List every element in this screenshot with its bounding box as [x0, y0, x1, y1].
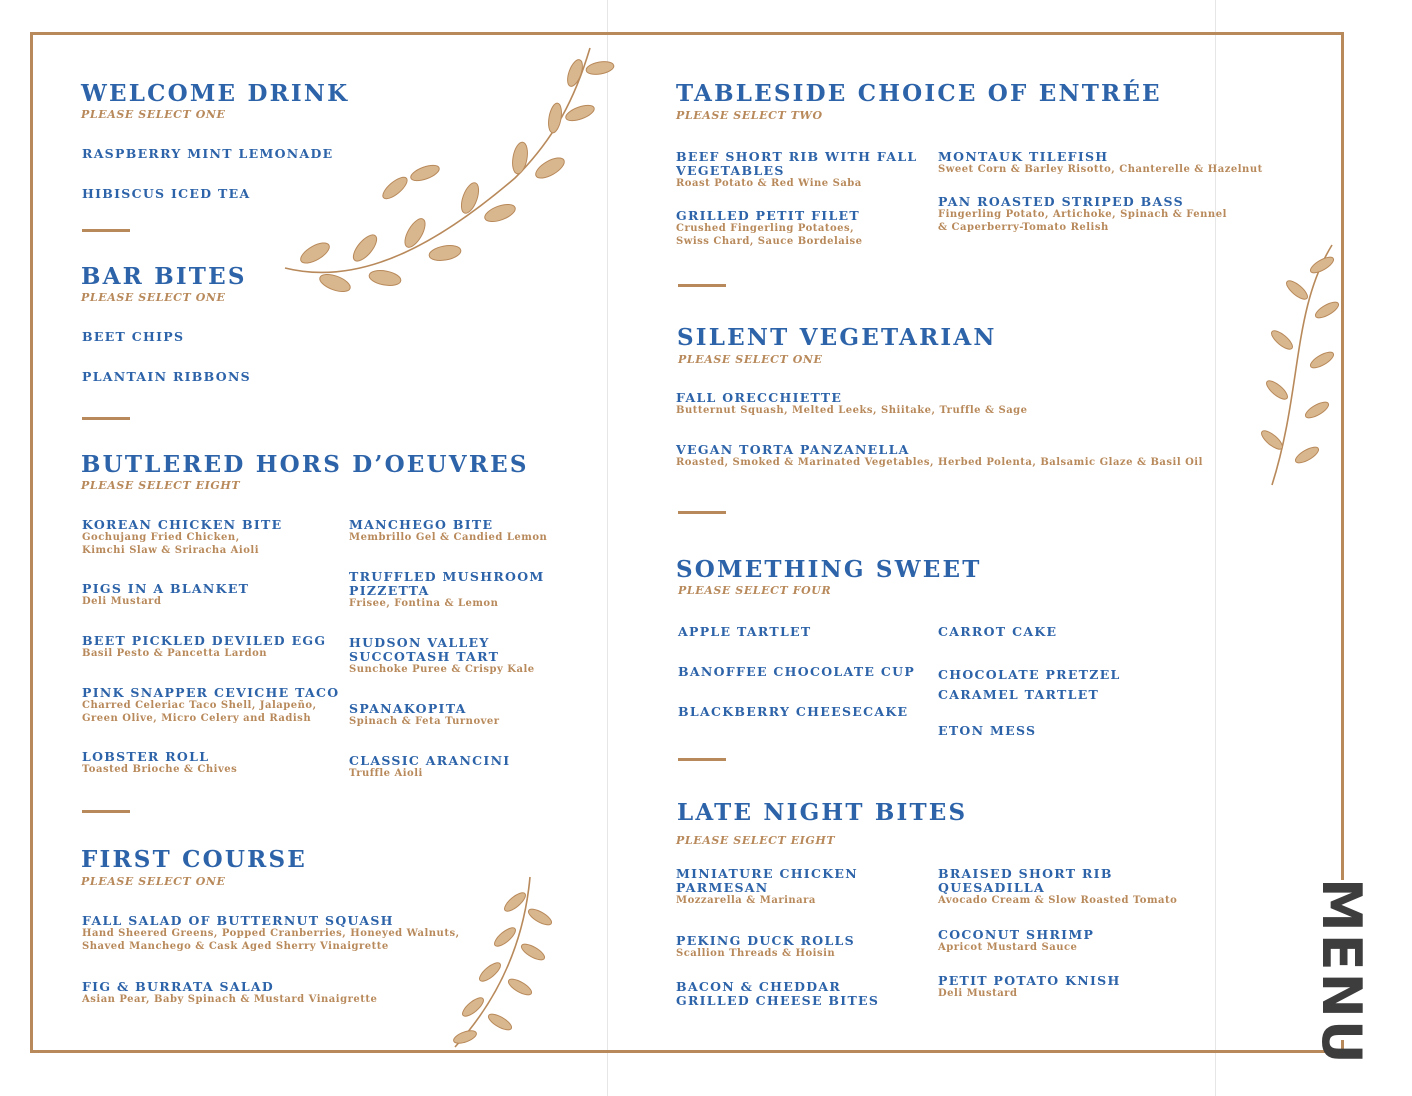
section-title-first-course: FIRST COURSE — [81, 846, 307, 873]
menu-item: SPANAKOPITA Spinach & Feta Turnover — [349, 701, 500, 727]
menu-item: BLACKBERRY CHEESECAKE — [678, 704, 909, 719]
section-subtitle-vegetarian: PLEASE SELECT ONE — [678, 353, 823, 366]
menu-item: MINIATURE CHICKEN PARMESAN Mozzarella & Marinara — [676, 866, 858, 906]
section-divider — [678, 758, 726, 761]
menu-item: MONTAUK TILEFISH Sweet Corn & Barley Risotto, Chanterelle & Hazelnut — [938, 149, 1263, 175]
section-title-hors-doeuvres: BUTLERED HORS D’OEUVRES — [81, 451, 529, 478]
section-title-bar-bites: BAR BITES — [81, 263, 247, 290]
section-title-welcome-drink: WELCOME DRINK — [81, 80, 350, 107]
menu-item: COCONUT SHRIMP Apricot Mustard Sauce — [938, 927, 1095, 953]
menu-item: BANOFFEE CHOCOLATE CUP — [678, 664, 916, 679]
section-title-entree: TABLESIDE CHOICE OF ENTRÉE — [676, 80, 1162, 107]
section-divider — [678, 511, 726, 514]
menu-item: FIG & BURRATA SALAD Asian Pear, Baby Spinach & Mustard Vinaigrette — [82, 979, 378, 1005]
menu-item: PIGS IN A BLANKET Deli Mustard — [82, 581, 250, 607]
menu-item: HIBISCUS ICED TEA — [82, 186, 251, 201]
menu-item: FALL SALAD OF BUTTERNUT SQUASH Hand Sheered Greens, Popped Cranberries, Honeyed Walnuts, Shaved Manchego & Cask Aged Sherry Vinaigrette — [82, 913, 460, 952]
menu-item: CLASSIC ARANCINI Truffle Aioli — [349, 753, 511, 779]
menu-item: BEEF SHORT RIB WITH FALL VEGETABLES Roast Potato & Red Wine Saba — [676, 149, 918, 189]
section-divider — [82, 229, 130, 232]
menu-item: PINK SNAPPER CEVICHE TACO Charred Celeriac Taco Shell, Jalapeño, Green Olive, Micro Celery and Radish — [82, 685, 340, 724]
section-title-late-night-bites: LATE NIGHT BITES — [677, 799, 968, 826]
menu-vertical-title: MENU — [1310, 878, 1373, 1066]
section-divider — [82, 810, 130, 813]
menu-item: FALL ORECCHIETTE Butternut Squash, Melted Leeks, Shiitake, Truffle & Sage — [676, 390, 1028, 416]
section-subtitle-something-sweet: PLEASE SELECT FOUR — [678, 584, 832, 597]
menu-item: RASPBERRY MINT LEMONADE — [82, 146, 334, 161]
menu-item: CARROT CAKE — [938, 624, 1058, 639]
section-title-something-sweet: SOMETHING SWEET — [676, 556, 982, 583]
section-subtitle-hors-doeuvres: PLEASE SELECT EIGHT — [81, 479, 241, 492]
section-divider — [82, 417, 130, 420]
menu-item: BRAISED SHORT RIB QUESADILLA Avocado Cream & Slow Roasted Tomato — [938, 866, 1178, 906]
section-subtitle-bar-bites: PLEASE SELECT ONE — [81, 291, 226, 304]
menu-item: PLANTAIN RIBBONS — [82, 369, 251, 384]
menu-item: TRUFFLED MUSHROOM PIZZETTA Frisee, Fontina & Lemon — [349, 569, 545, 609]
menu-item: MANCHEGO BITE Membrillo Gel & Candied Lemon — [349, 517, 548, 543]
menu-item: APPLE TARTLET — [678, 624, 812, 639]
menu-item: VEGAN TORTA PANZANELLA Roasted, Smoked & Marinated Vegetables, Herbed Polenta, Balsamic Glaze & Basil Oil — [676, 442, 1203, 468]
leaf-branch-icon — [275, 38, 635, 308]
menu-item: BEET PICKLED DEVILED EGG Basil Pesto & Pancetta Lardon — [82, 633, 327, 659]
section-subtitle-late-night-bites: PLEASE SELECT EIGHT — [676, 834, 836, 847]
menu-item: HUDSON VALLEY SUCCOTASH TART Sunchoke Puree & Crispy Kale — [349, 635, 535, 675]
section-subtitle-entree: PLEASE SELECT TWO — [676, 109, 823, 122]
menu-item: KOREAN CHICKEN BITE Gochujang Fried Chicken, Kimchi Slaw & Sriracha Aioli — [82, 517, 283, 556]
menu-item: BACON & CHEDDAR GRILLED CHEESE BITES — [676, 979, 880, 1008]
section-title-vegetarian: SILENT VEGETARIAN — [677, 324, 997, 351]
menu-item: PEKING DUCK ROLLS Scallion Threads & Hoisin — [676, 933, 855, 959]
section-divider — [678, 284, 726, 287]
menu-item: LOBSTER ROLL Toasted Brioche & Chives — [82, 749, 238, 775]
menu-item: BEET CHIPS — [82, 329, 185, 344]
leaf-branch-icon — [445, 872, 565, 1052]
section-subtitle-welcome-drink: PLEASE SELECT ONE — [81, 108, 226, 121]
menu-item: CHOCOLATE PRETZEL CARAMEL TARTLET — [938, 667, 1121, 702]
leaf-branch-icon — [1252, 240, 1347, 490]
menu-item: ETON MESS — [938, 723, 1037, 738]
menu-item: GRILLED PETIT FILET Crushed Fingerling Potatoes, Swiss Chard, Sauce Bordelaise — [676, 208, 863, 247]
menu-item: PAN ROASTED STRIPED BASS Fingerling Potato, Artichoke, Spinach & Fennel & Caperberry-Tomato Relish — [938, 194, 1227, 233]
section-subtitle-first-course: PLEASE SELECT ONE — [81, 875, 226, 888]
menu-item: PETIT POTATO KNISH Deli Mustard — [938, 973, 1121, 999]
